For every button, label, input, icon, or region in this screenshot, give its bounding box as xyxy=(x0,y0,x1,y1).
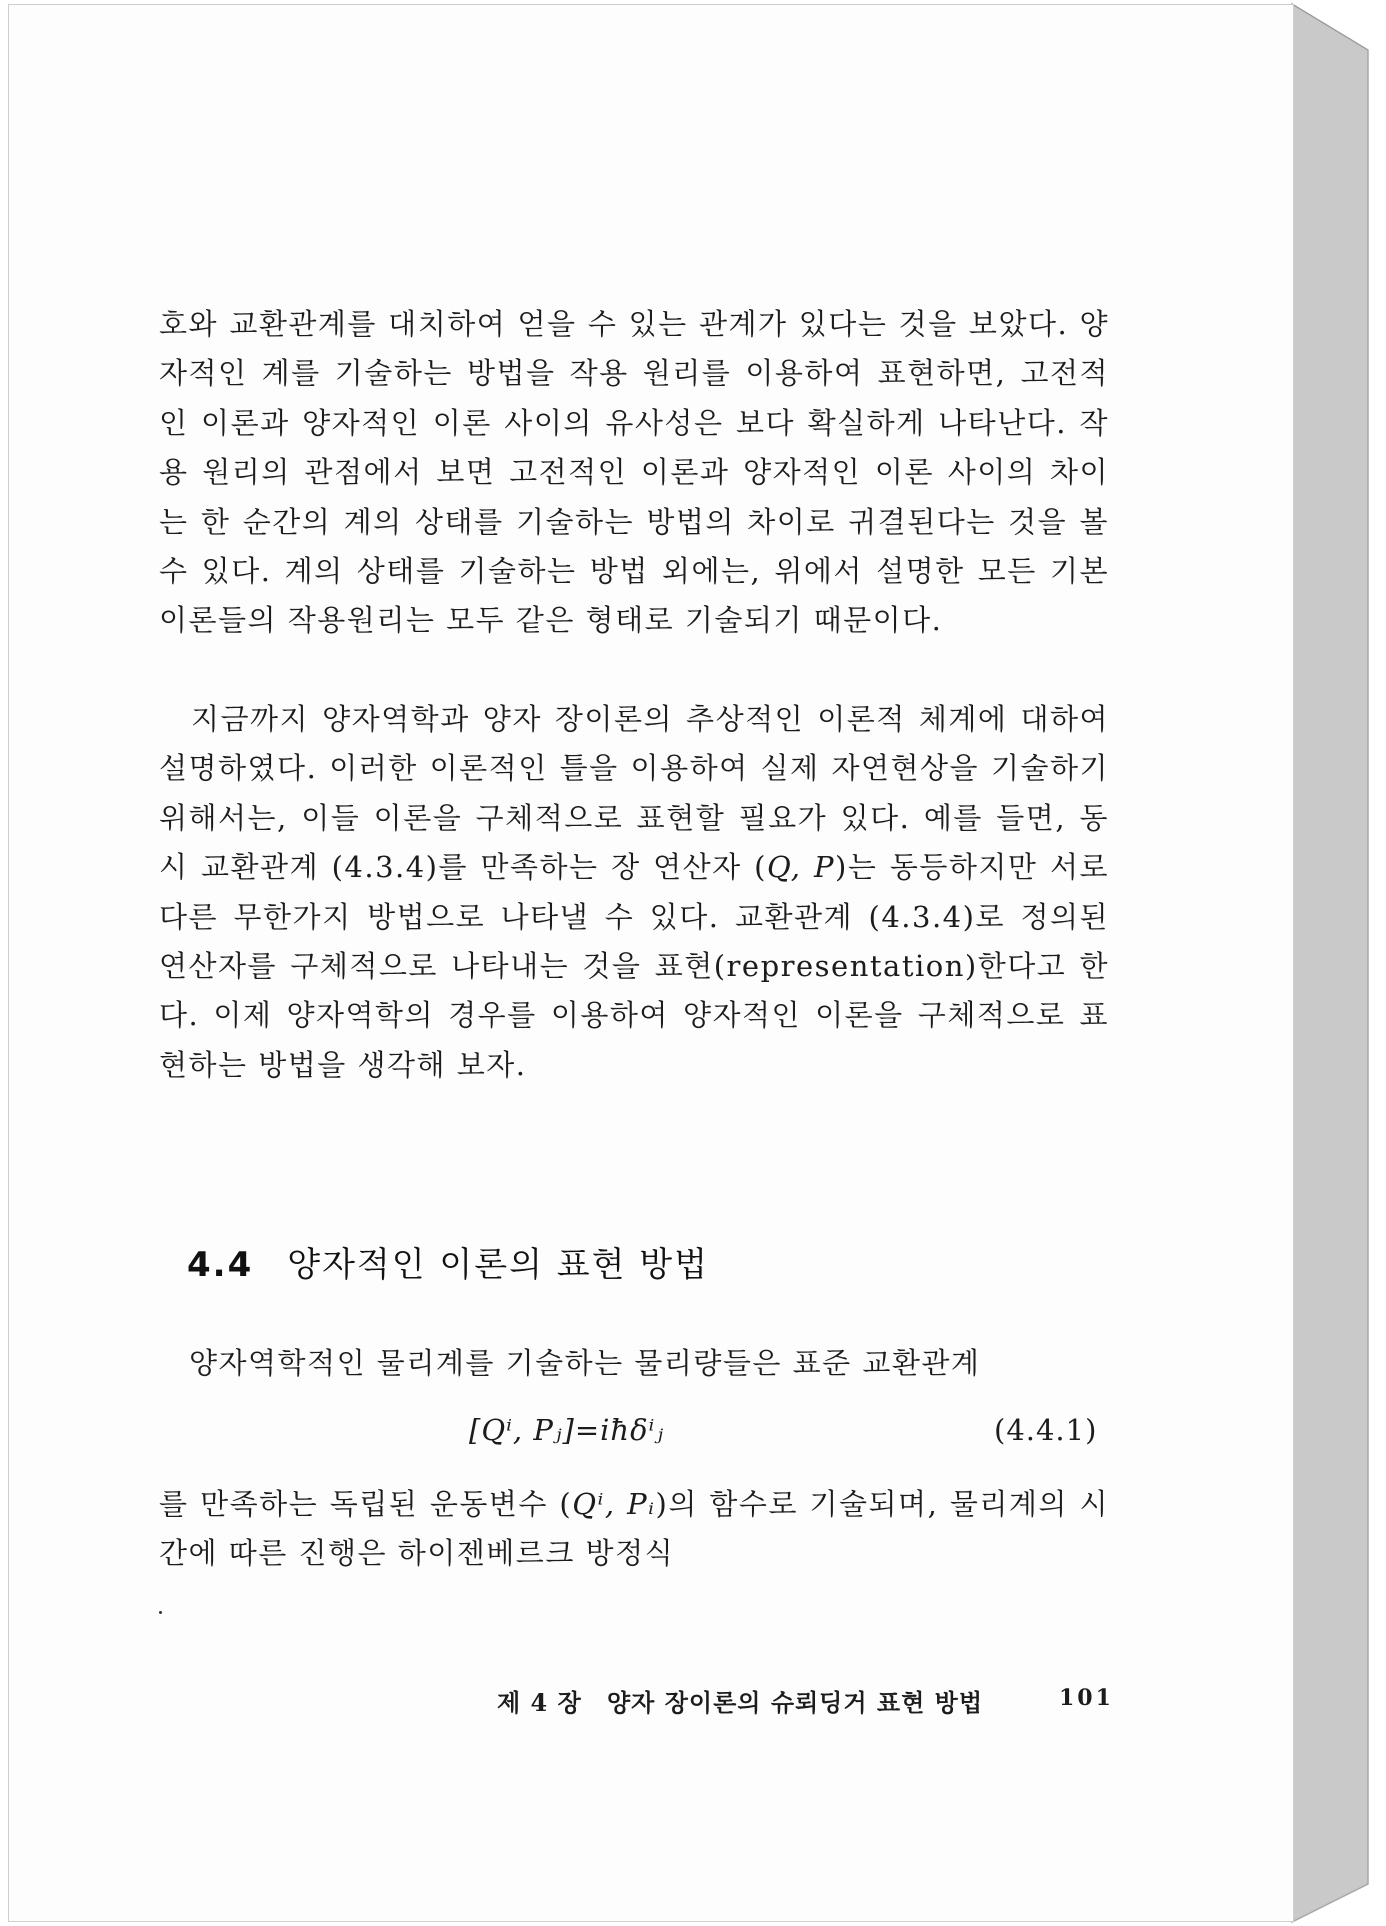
paragraph-text: 호와 교환관계를 대치하여 얻을 수 있는 관계가 있다는 것을 보았다. 양자적인 계를 기술하는 방법을 작용 원리를 이용하여 표현하면, 고전적인 이론과 양자적인 이론 사이의 유사성은 보다 확실하게 나타난다. 작용 원리의 관점에서 보면 고전적인 이론과 양자적인 이론 사이의 차이는 한 순간의 계의 상태를 기술하는 방법의 차이로 귀결된다는 것을 볼 수 있다. 계의 상태를 기술하는 방법 외에는, 위에서 설명한 모든 기본 이론들의 작용원리는 모두 같은 형태로 기술되기 때문이다. xyxy=(159,307,1109,638)
section-heading xyxy=(187,1237,709,1286)
body-paragraph xyxy=(159,300,1109,646)
math-variables: Q, P xyxy=(766,850,836,885)
math-variables: Qⁱ, Pᵢ xyxy=(572,1487,656,1521)
paragraph-text: 지금까지 양자역학과 양자 장이론의 추상적인 이론적 체계에 대하여 설명하였다. 이러한 이론적인 틀을 이용하여 실제 자연현상을 기술하기 위해서는, 이들 이론을 구체적으로 표현할 필요가 있다. 예를 들면, 동시 교환관계 (4.3.4)를 만족하는 장 연산자 ( xyxy=(159,702,1109,885)
paragraph-text: 를 만족하는 독립된 운동변수 ( xyxy=(159,1487,573,1521)
paragraph-text: )는 동등하지만 서로 다른 무한가지 방법으로 나타낼 수 있다. 교환관계 (4.3.4)로 정의된 연산자를 구체적으로 나타내는 것을 표현(representation)한다고 한다. 이제 양자역학의 경우를 이용하여 양자적인 이론을 구체적으로 표현하는 방법을 생각해 보자. xyxy=(159,850,1109,1082)
book-page xyxy=(8,4,1294,1922)
section-title: 양자적인 이론의 표현 방법 xyxy=(287,1245,709,1285)
body-paragraph xyxy=(159,695,1109,1090)
paragraph-text: )의 함수로 기술되며, 물리계의 시간에 따른 진행은 하이젠베르크 방정식 xyxy=(159,1487,1109,1571)
print-speck xyxy=(159,1611,162,1614)
running-footer-chapter: 제 4 장 xyxy=(497,1688,582,1717)
section-number: 4.4 xyxy=(187,1245,254,1285)
paragraph-text: 양자역학적인 물리계를 기술하는 물리량들은 표준 교환관계 xyxy=(189,1346,981,1380)
body-paragraph xyxy=(189,1339,1109,1388)
equation: [Qⁱ, Pⱼ]=iħδⁱⱼ xyxy=(469,1413,665,1447)
running-footer-title: 양자 장이론의 슈뢰딩거 표현 방법 xyxy=(607,1688,983,1717)
body-paragraph xyxy=(159,1480,1109,1579)
page-number: 101 xyxy=(1059,1685,1114,1711)
equation-number: (4.4.1) xyxy=(994,1413,1098,1447)
